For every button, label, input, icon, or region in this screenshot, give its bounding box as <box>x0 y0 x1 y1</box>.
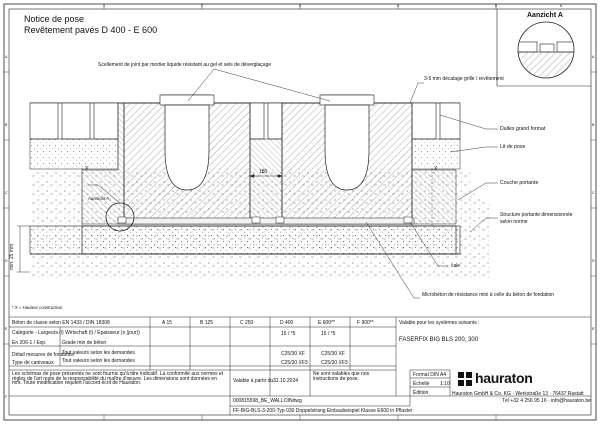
dimension-180: 180 <box>259 169 268 175</box>
valid-label: Valable pour les systèmes suivants : <box>399 320 480 326</box>
row-mark-d-right: D <box>592 259 595 263</box>
callout-detail-a: Aansicht A <box>88 196 110 201</box>
class-a15: A 15 <box>162 320 173 326</box>
d400-value-1: 15 / *5 <box>281 331 296 337</box>
col-mark-6: 6 <box>560 4 562 8</box>
callout-lit-pose: Lit de pose <box>500 144 526 150</box>
e600-value-2: C25/30 XF <box>321 351 345 357</box>
channel-right <box>282 95 412 224</box>
row-mark-b: B <box>5 123 8 127</box>
col-mark-2: 2 <box>201 4 203 8</box>
validity-date: 31.10.2024 <box>273 378 299 384</box>
callout-couche: Couche portante <box>500 180 539 186</box>
row-mark-b-right: B <box>592 123 595 127</box>
callout-cale: cale <box>451 263 461 269</box>
class-e600: E 600** <box>318 320 335 326</box>
left-pavers <box>30 103 118 169</box>
col-mark-1: 1 <box>103 4 105 8</box>
validity-from-label: Valable à partir du : <box>233 378 276 384</box>
table-row-header-5: Type de caniveaux <box>12 360 54 366</box>
dim-min25 <box>17 226 30 272</box>
table-row-header-4: Détail mesures de fondation <box>12 352 75 358</box>
class-d400: D 400 <box>280 320 294 326</box>
microbeton-strip <box>118 218 414 224</box>
scale-label: Échelle <box>413 381 430 387</box>
drawing-title: FF-BIG-BLS-3-200-Typ 030 Doppelstrang Einbaubeispiel Klasse E600 in Pflaster <box>233 408 413 414</box>
e600-value-3: C25/30 XF3 <box>321 360 348 366</box>
row-mark-e-right: E <box>592 327 595 331</box>
callout-structure: Structure portante dimensionnée selon norme <box>500 212 573 225</box>
row-mark-c-right: C <box>592 191 595 195</box>
row-mark-c: C <box>5 191 8 195</box>
title-line-1: Notice de pose <box>24 14 85 24</box>
edition-label: Édition <box>413 390 429 396</box>
company-address: Hauraton GmbH & Co. KG · Werkstraße 13 · 76437 Rastatt <box>452 391 584 397</box>
row-mark-e: E <box>5 327 8 331</box>
detail-view-a <box>497 9 591 86</box>
footnote: * X = Hauteur construction <box>12 305 63 310</box>
channel-left <box>124 95 250 224</box>
class-b125: B 125 <box>200 320 214 326</box>
view-label: Aanzicht A <box>527 12 563 19</box>
dim-x-right: X <box>434 166 438 172</box>
col-mark-5: 5 <box>495 4 497 8</box>
row-mark-a: A <box>5 55 8 59</box>
hauraton-logo-icon <box>458 372 472 386</box>
callout-microbeton: Microbéton de résistance mini à celle du béton de fondation <box>422 292 555 298</box>
brand-name: hauraton <box>475 370 533 386</box>
table-row-header-1: Béton de classe selon EN 1433 / DIN 18308 <box>12 320 110 326</box>
table-row-sub-1: Grade min de béton <box>62 340 107 346</box>
callout-top-joint: Scellement de joint par mortier liquide résistant au gel et sels de déverglaçage <box>98 62 272 68</box>
callout-grate-offset-1: 3-5 mm décalage grille / revêtement <box>424 76 504 82</box>
title-line-2: Revêtement pavés D 400 - E 600 <box>24 25 158 35</box>
class-f900: F 900** <box>357 320 374 326</box>
dimension-min25: min. 25 mm <box>9 243 15 270</box>
callout-dalles: Dalles grand format <box>500 126 546 132</box>
table-row-header-3: En 206-1 / Exp. <box>12 340 47 346</box>
d400-value-2: C25/30 XF <box>281 351 305 357</box>
table-row-sub-3: Tout valeurs selon les demandes <box>62 358 135 364</box>
col-mark-4: 4 <box>397 4 399 8</box>
concrete-foundation <box>82 226 456 254</box>
table-row-sub-2: Tout valeurs selon les demandes <box>62 350 135 356</box>
disclaimer: Les schémas de pose présentés ne sont fournis qu'à titre indicatif. La conformité aux normes et règles de l'art reste de la responsabilité du maître d'œuvre. Les dimensions sont données en mm. Toute modification requiert l'accord écrit de Hauraton. <box>12 371 224 387</box>
drawing-number: 000815598_BE_WALLOINdwg <box>233 398 302 404</box>
right-pavers <box>412 103 460 169</box>
class-c250: C 250 <box>240 320 254 326</box>
scale-value: 1:10 <box>440 381 450 387</box>
middle-pavers <box>250 103 282 139</box>
col-mark-3: 3 <box>299 4 301 8</box>
row-mark-d: D <box>5 259 8 263</box>
table-row-header-2: Catégorie - Largeurs (l) Wirtschaft (l) / Épaisseur (x (jour)) <box>12 330 140 336</box>
format-label: Format DIN <box>413 372 439 378</box>
d400-value-3: C25/30 XF3 <box>281 360 308 366</box>
format-value: A4 <box>440 372 447 378</box>
row-mark-f: F <box>5 395 8 399</box>
row-mark-a-right: A <box>592 55 595 59</box>
validity-note: Ne sont valables que nos instructions de pose. <box>313 371 370 382</box>
company-contact: Tél +32 4 256 95 16 · info@hauraton.be <box>502 398 591 404</box>
e600-value-1: 15 / *5 <box>321 331 336 337</box>
valid-system: FASERFIX BIG BLS 200, 300 <box>399 337 479 343</box>
dim-x-left: X <box>85 166 89 172</box>
